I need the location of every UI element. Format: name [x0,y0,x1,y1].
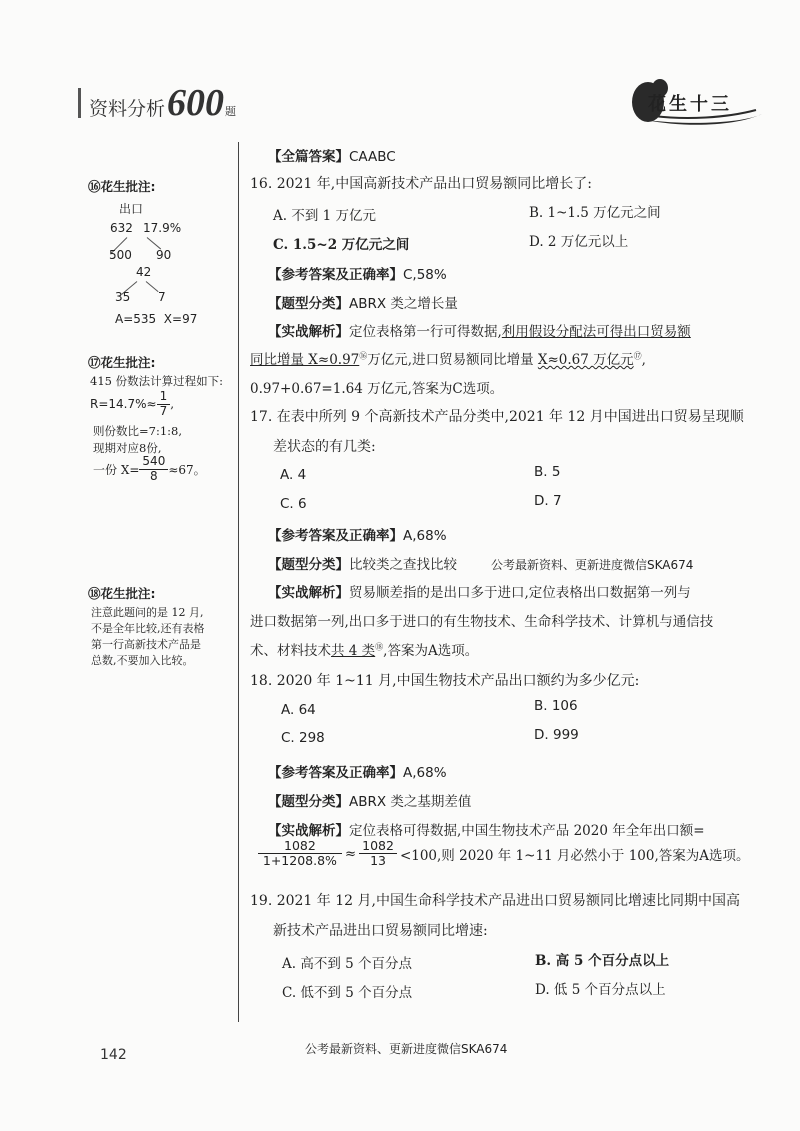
book-number: 600 [167,82,225,124]
q16-analysis-line1 [268,320,691,340]
q17-analysis-1: 贸易顺差指的是出口多于进口,定位表格出口数据第一列与 [349,585,691,601]
q17-analysis-line3 [250,639,478,659]
note18-line4: 总数,不要加入比较。 [91,654,194,667]
note17-line2-prefix: R=14.7%≈ [90,397,157,412]
q17-analysis-3b: 共 4 类 [331,643,376,659]
q17-option-d: D. 7 [534,493,562,509]
q16-answer-label: 【参考答案及正确率】 [268,267,403,283]
full-answers-label: 【全篇答案】 [268,149,349,165]
q19-option-b: B. 高 5 个百分点以上 [535,953,670,969]
q16-analysis-line2 [250,348,646,368]
q18-type-label: 【题型分类】 [268,794,349,810]
full-answers-value: CAABC [349,149,396,165]
q18-option-b: B. 106 [534,698,578,714]
q18-option-d: D. 999 [534,727,579,743]
q17-analysis-line1 [268,581,691,601]
q17-stem-line1: 17. 在表中所列 9 个高新技术产品分类中,2021 年 12 月中国进出口贸易呈现顺 [250,409,744,425]
q18-fraction2 [359,839,397,869]
note18-line3: 第一行高新技术产品是 [91,638,201,651]
note16-result: A=535 X=97 [115,312,198,326]
q16-answer-value: C,58% [403,267,447,283]
note16-row4-a: 35 [115,290,131,304]
note16-row1-a: 632 [110,221,133,235]
note17-fraction [157,390,171,419]
note17-line1: 415 份数法计算过程如下: [90,374,223,388]
q17-analysis-line2: 进口数据第一列,出口多于进口的有生物技术、生命科学技术、计算机与通信技 [250,614,714,630]
logo-text: 花生十三 [648,94,732,115]
note16-tree-top: 出口 [119,202,144,216]
q17-analysis-label: 【实战解析】 [268,585,349,601]
q16-type [268,292,458,312]
q18-frac2-den: 13 [370,853,386,869]
q18-analysis-2: <100,则 2020 年 1~11 月必然小于 100,答案为A选项。 [399,847,750,864]
q16-option-b: B. 1~1.5 万亿元之间 [529,205,661,221]
q16-analysis-line3: 0.97+0.67=1.64 万亿元,答案为C选项。 [250,381,504,397]
note17-frac1-den: 7 [159,403,168,418]
note18-line1: 注意此题问的是 12 月, [91,606,204,619]
q16-type-value: ABRX 类之增长量 [349,296,458,312]
q16-analysis-1b: 利用假设分配法可得出口贸易额 [501,324,691,340]
note16-row3: 42 [136,265,152,279]
q18-analysis-label: 【实战解析】 [268,823,349,839]
header-divider [78,88,81,118]
note16-row2-b: 90 [156,248,172,262]
column-divider [238,142,239,1022]
q17-type-label: 【题型分类】 [268,557,349,573]
q19-option-c: C. 低不到 5 个百分点 [282,985,413,1001]
q18-fraction1 [258,839,342,869]
footer-text: 公考最新资料、更新进度微信SKA674 [305,1042,508,1056]
book-header [78,84,236,122]
q18-answer-value: A,68% [403,765,447,781]
note17-line5-suffix: ≈67。 [168,462,206,477]
q16-type-label: 【题型分类】 [268,296,349,312]
q17-answer [268,524,447,544]
q17-option-a: A. 4 [280,467,307,483]
note18-line2: 不是全年比较,还有表格 [91,622,205,635]
q19-stem-line1: 19. 2021 年 12 月,中国生命科学技术产品进出口贸易额同比增速比同期中国高 [250,893,740,909]
q17-analysis-3a: 术、材料技术 [250,643,331,659]
note17-line2 [90,390,174,419]
q17-type-value: 比较类之查找比较 [349,557,457,573]
q18-frac1-num: 1082 [258,839,342,854]
note17-title: ⑰花生批注: [88,355,156,370]
q16-analysis-2d: , [641,352,646,368]
q18-option-a: A. 64 [281,702,316,718]
q18-answer-label: 【参考答案及正确率】 [268,765,403,781]
note16-row4-b: 7 [158,290,166,304]
q18-type [268,790,471,810]
note17-frac2-den: 8 [150,468,158,483]
q18-stem: 18. 2020 年 1~11 月,中国生物技术产品出口额约为多少亿元: [250,673,640,689]
note16-tree-line [146,281,159,292]
q16-analysis-2a: 同比增量 X≈0.97 [250,352,360,368]
q17-stem-line2: 差状态的有几类: [273,439,376,455]
q16-option-a: A. 不到 1 万亿元 [273,208,377,224]
note17-frac2-num: 540 [139,455,168,470]
book-suffix: 题 [225,105,237,118]
q19-option-a: A. 高不到 5 个百分点 [282,956,413,972]
q19-stem-line2: 新技术产品进出口贸易额同比增速: [273,923,488,939]
note17-fraction2 [139,455,168,484]
page-number: 142 [100,1047,127,1063]
note17-frac1-num: 1 [157,390,171,405]
q16-analysis-sup2: ⑰ [633,351,642,361]
q18-analysis-line1 [268,819,705,839]
q18-answer [268,761,447,781]
note16-row2-a: 500 [109,248,132,262]
book-title: 资料分析 [89,98,166,120]
q17-answer-label: 【参考答案及正确率】 [268,528,403,544]
q18-type-value: ABRX 类之基期差值 [349,794,472,810]
q17-option-c: C. 6 [280,496,307,512]
note17-line4: 现期对应8份, [93,441,162,455]
q17-option-b: B. 5 [534,464,561,480]
q16-option-d: D. 2 万亿元以上 [529,234,629,250]
q16-answer [268,263,447,283]
note17-line2-suffix: , [170,397,175,412]
q16-analysis-2b: 万亿元,进口贸易额同比增量 [367,352,538,368]
note17-line5-prefix: 一份 X= [93,462,140,477]
q18-option-c: C. 298 [281,730,325,746]
q16-analysis-label: 【实战解析】 [268,324,349,340]
q17-watermark: 公考最新资料、更新进度微信SKA674 [491,558,694,572]
q19-option-d: D. 低 5 个百分点以上 [535,982,666,998]
note16-row1-b: 17.9% [143,221,182,235]
q17-type [268,553,457,573]
q18-analysis-line2 [258,839,750,869]
q17-analysis-sup: ⑱ [375,642,384,652]
note17-line5 [93,455,206,484]
q18-analysis-1: 定位表格可得数据,中国生物技术产品 2020 年全年出口额= [349,823,705,839]
q18-frac2-num: 1082 [359,839,397,854]
q16-analysis-2c: X≈0.67 万亿元 [537,352,634,368]
note16-title: ⑯花生批注: [88,179,156,194]
full-answers [268,145,396,165]
q16-analysis-sup1: ⑯ [359,351,368,361]
q17-answer-value: A,68% [403,528,447,544]
q16-option-c: C. 1.5~2 万亿元之间 [273,237,410,253]
note17-line3: 则份数比=7:1:8, [93,424,182,438]
q18-approx: ≈ [344,845,357,862]
q17-analysis-3c: ,答案为A选项。 [383,643,479,659]
q18-frac1-den: 1+1208.8% [262,853,337,869]
q16-analysis-1a: 定位表格第一行可得数据, [349,324,502,340]
q16-stem: 16. 2021 年,中国高新技术产品出口贸易额同比增长了: [250,176,592,192]
note18-title: ⑱花生批注: [88,586,156,601]
